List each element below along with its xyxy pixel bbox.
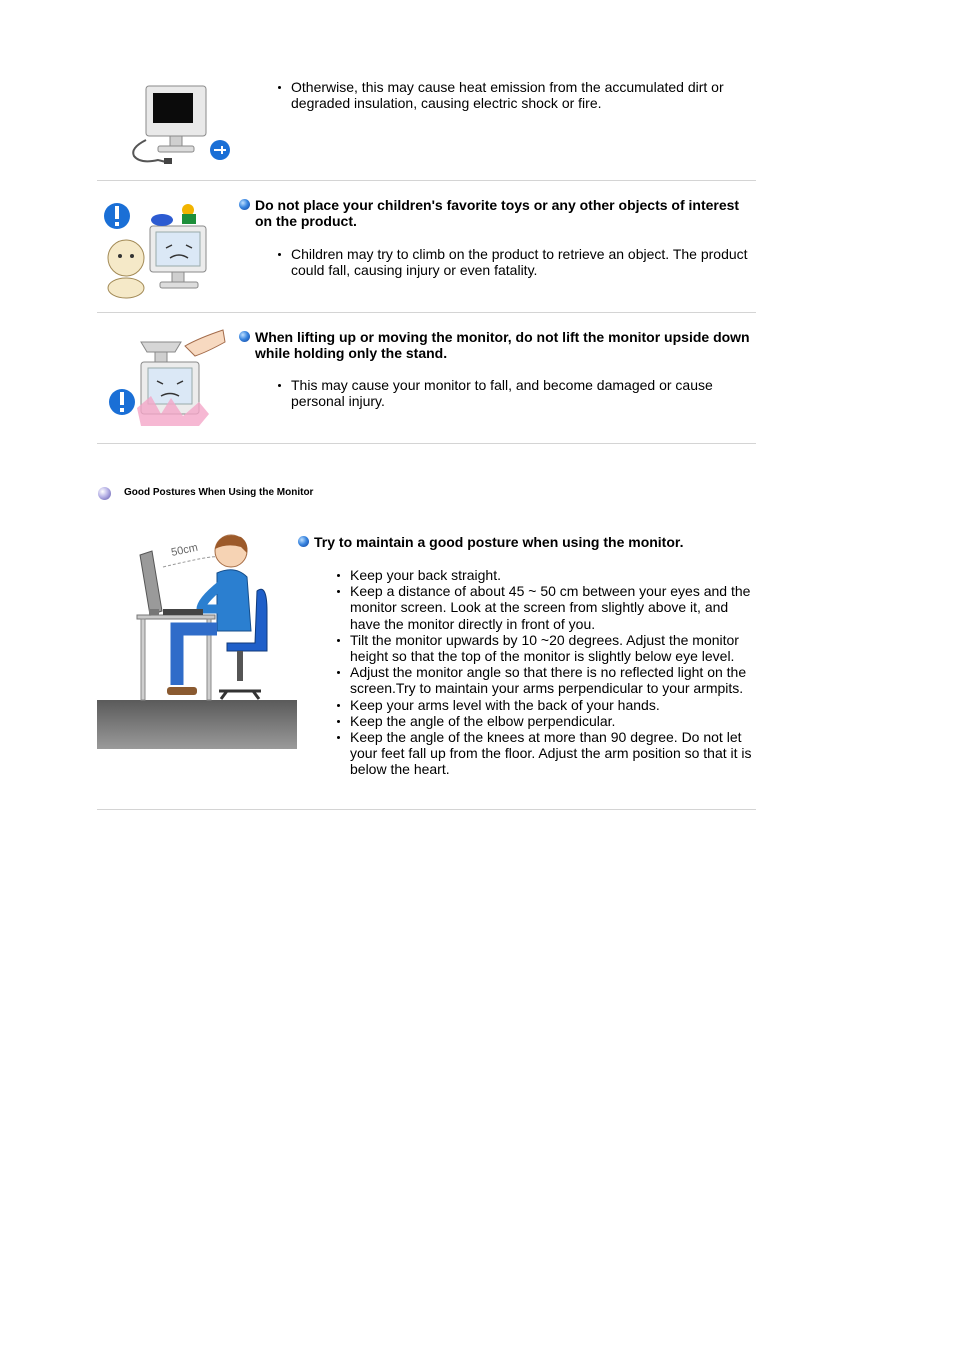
section-title: Good Postures When Using the Monitor (124, 487, 314, 498)
monitor-plug-illustration (128, 80, 238, 170)
posture-illustration (97, 531, 297, 749)
block2-bullets (291, 246, 756, 278)
block1-bullets (291, 79, 756, 111)
list-item: Keep your back straight. (350, 567, 756, 583)
monitor (140, 551, 162, 615)
block2-heading: Do not place your children's favorite toys or any other objects of interest on the product. (255, 197, 740, 230)
section-bullet-icon (98, 487, 111, 500)
list-item: Children may try to climb on the product to retrieve an object. The product could fall, causing injury or even fatality. (291, 246, 756, 278)
floor (97, 700, 297, 749)
block3-bullets (291, 377, 756, 409)
divider (97, 443, 756, 444)
divider (97, 180, 756, 181)
block4-heading: Try to maintain a good posture when using the monitor. (314, 534, 684, 550)
distance-label: 50cm (170, 541, 199, 559)
list-item: Adjust the monitor angle so that there is no reflected light on the screen.Try to maintain your arms perpendicular to your armpits. (350, 664, 756, 696)
bullet-icon (298, 536, 309, 547)
list-item: Keep the angle of the knees at more than 90 degree. Do not let your feet fall up from the floor. Adjust the arm position so that it is below the heart. (350, 729, 756, 778)
divider (97, 312, 756, 313)
bullet-icon (239, 331, 250, 342)
list-item: Keep a distance of about 45 ~ 50 cm between your eyes and the monitor screen. Look at the screen from slightly above it, and have the monitor directly in front of you. (350, 583, 756, 632)
list-item: Keep your arms level with the back of your hands. (350, 697, 756, 713)
block3-heading: When lifting up or moving the monitor, do not lift the monitor upside down while holding only the stand. (255, 329, 750, 362)
child-toys-illustration (102, 198, 230, 300)
list-item: Otherwise, this may cause heat emission from the accumulated dirt or degraded insulation, causing electric shock or fire. (291, 79, 756, 111)
block4-bullets (350, 567, 756, 778)
lifting-monitor-illustration (105, 326, 229, 430)
list-item: Keep the angle of the elbow perpendicular. (350, 713, 756, 729)
list-item: Tilt the monitor upwards by 10 ~20 degrees. Adjust the monitor height so that the top of the monitor is slightly below eye level. (350, 632, 756, 664)
divider (97, 809, 756, 810)
list-item: This may cause your monitor to fall, and become damaged or cause personal injury. (291, 377, 756, 409)
bullet-icon (239, 199, 250, 210)
